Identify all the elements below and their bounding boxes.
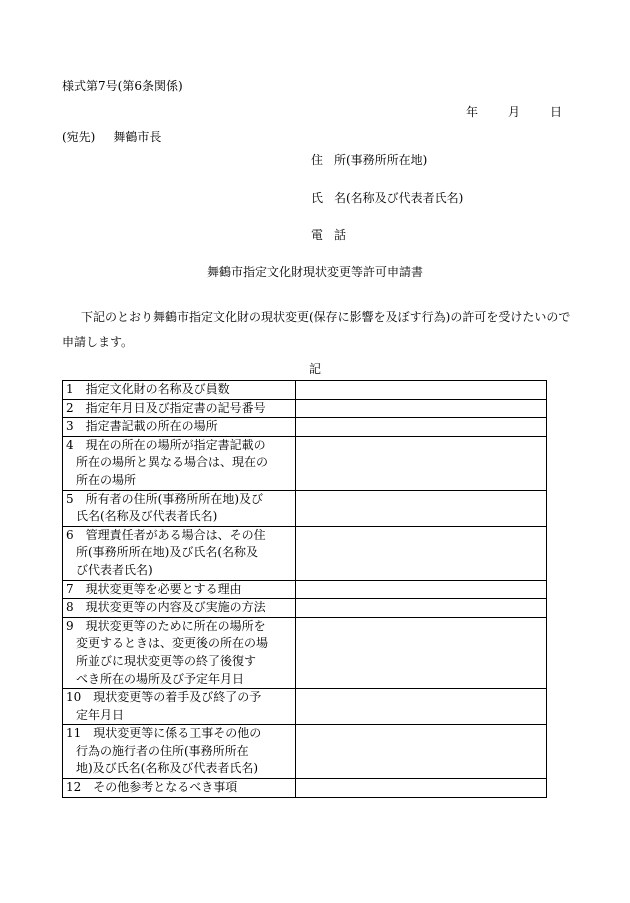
item-label-line: 7 現状変更等を必要とする理由 — [66, 581, 242, 596]
document-title: 舞鶴市指定文化財現状変更等許可申請書 — [206, 265, 423, 279]
item-label-cell — [63, 725, 296, 779]
date-year-label: 年 — [466, 105, 479, 119]
table-row — [63, 490, 547, 526]
table-row — [63, 580, 547, 599]
table-row — [63, 436, 547, 490]
date-line — [466, 103, 562, 120]
addressee-label: (宛先) — [62, 130, 96, 144]
item-label-line: 行為の施行者の住所(事務所所在 — [76, 743, 249, 758]
item-label-line: 変更するときは、変更後の所在の場 — [76, 636, 269, 651]
item-label-cell — [63, 436, 296, 490]
table-row — [63, 381, 547, 400]
applicant-address-label: 住 所(事務所所在地) — [311, 153, 428, 167]
item-label-line: 8 現状変更等の内容及び実施の方法 — [66, 600, 266, 615]
applicant-name-label: 氏 名(名称及び代表者氏名) — [311, 191, 464, 205]
item-label-cell — [63, 617, 296, 688]
item-label-line: 氏名(名称及び代表者氏名) — [76, 509, 218, 524]
item-value-cell[interactable] — [296, 381, 547, 400]
item-value-cell[interactable] — [296, 490, 547, 526]
addressee — [62, 128, 161, 145]
form-number: 様式第7号(第6条関係) — [62, 79, 183, 93]
table-row — [63, 725, 547, 779]
addressee-name: 舞鶴市長 — [113, 130, 162, 144]
item-value-cell[interactable] — [296, 599, 547, 618]
item-value-cell[interactable] — [296, 689, 547, 725]
item-label-cell — [63, 399, 296, 418]
table-row — [63, 526, 547, 580]
item-label-line: 1 指定文化財の名称及び員数 — [66, 382, 230, 396]
item-label-line: 5 所有者の住所(事務所所在地)及び — [66, 491, 263, 506]
item-value-cell[interactable] — [296, 436, 547, 490]
table-row — [63, 418, 547, 437]
item-label-line: 所(事務所所在地)及び氏名(名称及 — [76, 545, 259, 560]
item-label-line: 定年月日 — [76, 707, 125, 722]
table-row — [63, 779, 547, 798]
item-label-line: 地)及び氏名(名称及び代表者氏名) — [76, 761, 259, 776]
item-label-line: 所在の場所と異なる場合は、現在の — [76, 455, 269, 470]
item-value-cell[interactable] — [296, 418, 547, 437]
item-value-cell[interactable] — [296, 779, 547, 798]
date-month-label: 月 — [508, 105, 521, 119]
item-label-line: 所並びに現状変更等の終了後復す — [76, 653, 257, 668]
table-row — [63, 689, 547, 725]
item-label-line: 10 現状変更等の着手及び終了の予 — [66, 690, 262, 705]
item-label-cell — [63, 381, 296, 400]
item-label-line: べき所在の場所及び予定年月日 — [76, 671, 245, 686]
item-label-line: 所在の場所 — [76, 472, 137, 487]
item-label-line: び代表者氏名) — [76, 562, 153, 577]
item-value-cell[interactable] — [296, 725, 547, 779]
intro-paragraph: 下記のとおり舞鶴市指定文化財の現状変更(保存に影響を及ぼす行為)の許可を受けたいので申請します。 — [62, 310, 571, 349]
item-label-cell — [63, 779, 296, 798]
table-row — [63, 617, 547, 688]
items-table — [62, 380, 547, 798]
item-label-line: 6 管理責任者がある場合は、その住 — [66, 527, 266, 542]
item-label-line: 12 その他参考となるべき事項 — [66, 780, 238, 795]
item-label-line: 4 現在の所在の場所が指定書記載の — [66, 437, 266, 452]
item-value-cell[interactable] — [296, 580, 547, 599]
date-day-label: 日 — [550, 105, 563, 119]
applicant-phone-label: 電 話 — [311, 228, 347, 242]
item-label-cell — [63, 526, 296, 580]
item-label-cell — [63, 490, 296, 526]
item-label-cell — [63, 418, 296, 437]
item-label-line: 3 指定書記載の所在の場所 — [66, 419, 218, 434]
item-label-line: 9 現状変更等のために所在の場所を — [66, 618, 266, 633]
item-label-line: 2 指定年月日及び指定書の記号番号 — [66, 400, 266, 415]
item-label-cell — [63, 689, 296, 725]
item-value-cell[interactable] — [296, 526, 547, 580]
item-label-cell — [63, 580, 296, 599]
item-label-cell — [63, 599, 296, 618]
table-row — [63, 399, 547, 418]
item-value-cell[interactable] — [296, 399, 547, 418]
item-label-line: 11 現状変更等に係る工事その他の — [66, 726, 262, 741]
ki-heading: 記 — [308, 362, 321, 376]
table-row — [63, 599, 547, 618]
item-value-cell[interactable] — [296, 617, 547, 688]
